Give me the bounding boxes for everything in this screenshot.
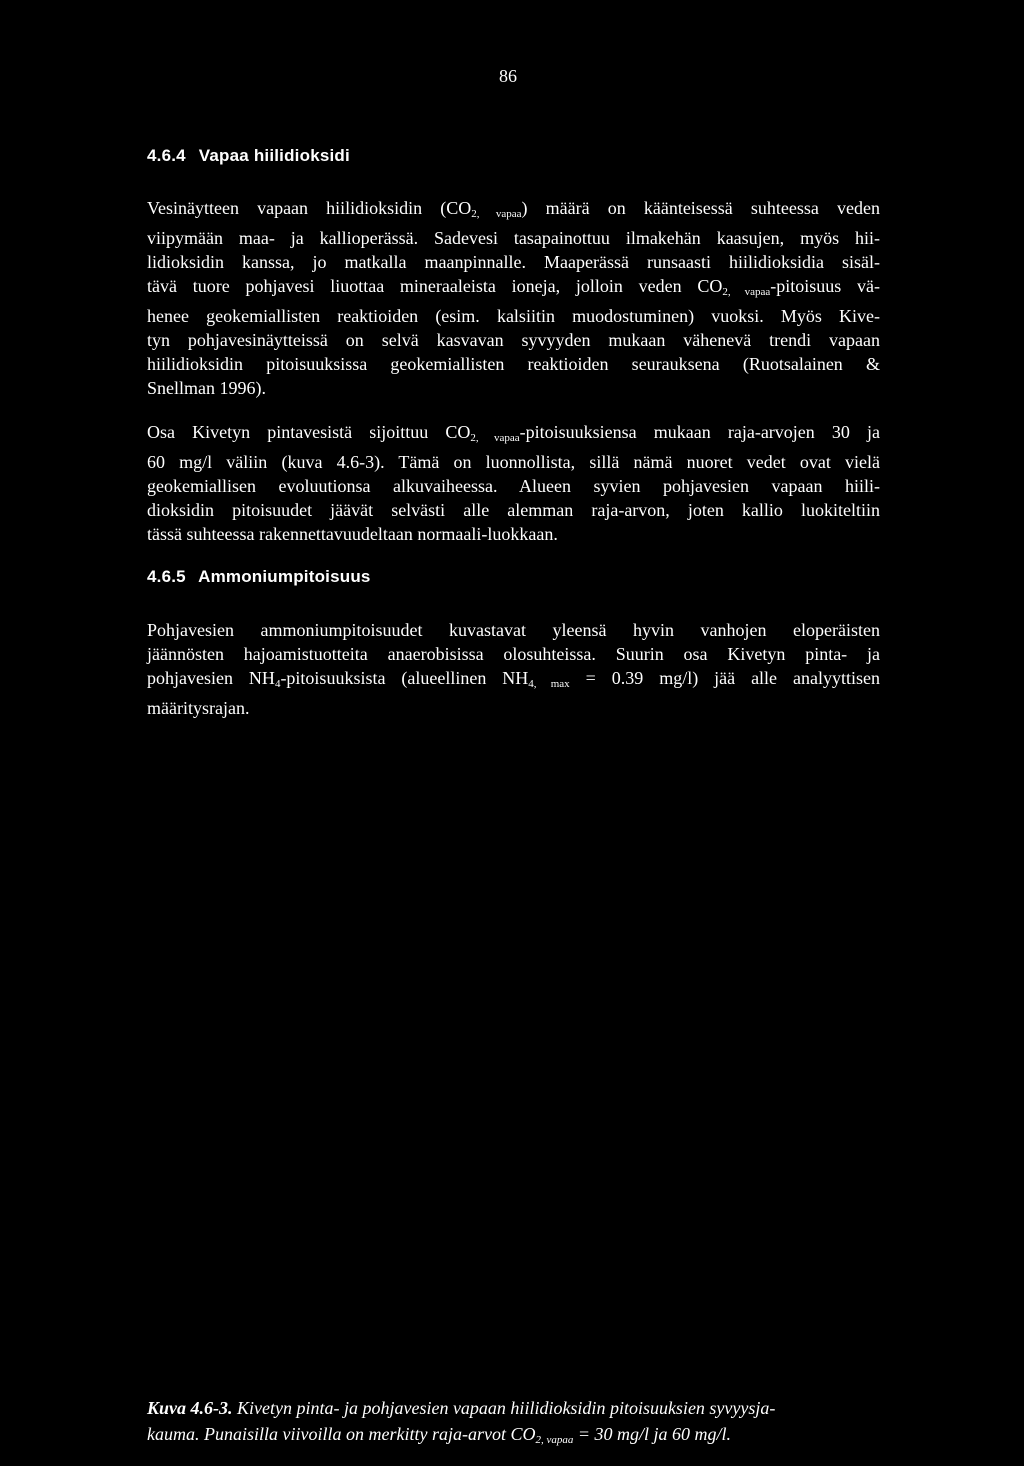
text-line: pohjavesien $NH_4$-pitoisuuksista (alueellinen $NH_{4, max} = 0.39$ mg/l) jää alle analyyttisen — [147, 668, 880, 690]
text-line: dioksidin pitoisuudet jäävät selvästi alle alemman raja-arvon, joten kallio luokiteltiin — [147, 500, 880, 520]
text-line: tävä tuore pohjavesi liuottaa mineraaleista ioneja, jolloin veden $CO_{2, vapaa}$-pitoisuus vä- — [147, 276, 880, 298]
page-number: 86 — [499, 66, 517, 86]
section-title: Vapaa hiilidioksidi — [198, 146, 350, 165]
text-line: hiilidioksidin pitoisuuksissa geokemiallisten reaktioiden seurauksena (Ruotsalainen & — [147, 354, 880, 374]
text-line: Vesinäytteen vapaan hiilidioksidin $(CO_{2, vapaa})$ määrä on käänteisessä suhteessa veden — [147, 198, 880, 220]
text-line: lidioksidin kanssa, jo matkalla maanpinnalle. Maaperässä runsaasti hiilidioksidia sisäl- — [147, 252, 880, 272]
text-line: tyn pohjavesinäytteissä on selvä kasvavan syvyyden mukaan vähenevä trendi vapaan — [147, 330, 880, 350]
caption-line: Kuva 4.6-3. Kivetyn pinta- ja pohjavesien vapaan hiilidioksidin pitoisuuksien syvyysja- — [147, 1398, 776, 1418]
text-line: Pohjavesien ammoniumpitoisuudet kuvastavat yleensä hyvin vanhojen eloperäisten — [147, 620, 880, 640]
section-heading-4-6-5 — [147, 567, 371, 587]
section-number: 4.6.4 — [147, 146, 186, 165]
text-line: jäännösten hajoamistuotteita anaerobisissa olosuhteissa. Suurin osa Kivetyn pinta- ja — [147, 644, 880, 664]
section-number: 4.6.5 — [147, 567, 186, 586]
caption-line: kauma. Punaisilla viivoilla on merkitty raja-arvot $CO_{2, vapaa} = 30$ mg/l ja 60 mg/l. — [147, 1424, 731, 1446]
text-line: henee geokemiallisten reaktioiden (esim. kalsiitin muodostuminen) vuoksi. Myös Kive- — [147, 306, 880, 326]
text-line: viipymään maa- ja kallioperässä. Sadevesi tasapainottuu ilmakehän kaasujen, myös hii- — [147, 228, 880, 248]
text-line: 60 mg/l väliin (kuva 4.6-3). Tämä on luonnollista, sillä nämä nuoret vedet ovat vielä — [147, 452, 880, 472]
paragraph-co2-intro — [147, 196, 880, 400]
kuva-4-6-3-figure-caption — [147, 1395, 880, 1453]
text-line: määritysrajan. — [147, 698, 250, 718]
text-line: Snellman 1996). — [147, 378, 266, 398]
section-heading-4-6-4 — [147, 146, 350, 166]
paragraph-surface-waters — [147, 420, 880, 546]
text-line: tässä suhteessa rakennettavuudeltaan normaali-luokkaan. — [147, 524, 558, 544]
text-line: geokemiallisen evoluutionsa alkuvaiheessa. Alueen syvien pohjavesien vapaan hiili- — [147, 476, 880, 496]
section-title: Ammoniumpitoisuus — [198, 567, 371, 586]
paragraph-ammonium — [147, 618, 880, 720]
caption-label: Kuva 4.6-3. — [147, 1398, 233, 1418]
text-line: Osa Kivetyn pintavesistä sijoittuu $CO_{2, vapaa}$-pitoisuuksiensa mukaan raja-arvojen 30 ja — [147, 422, 880, 444]
